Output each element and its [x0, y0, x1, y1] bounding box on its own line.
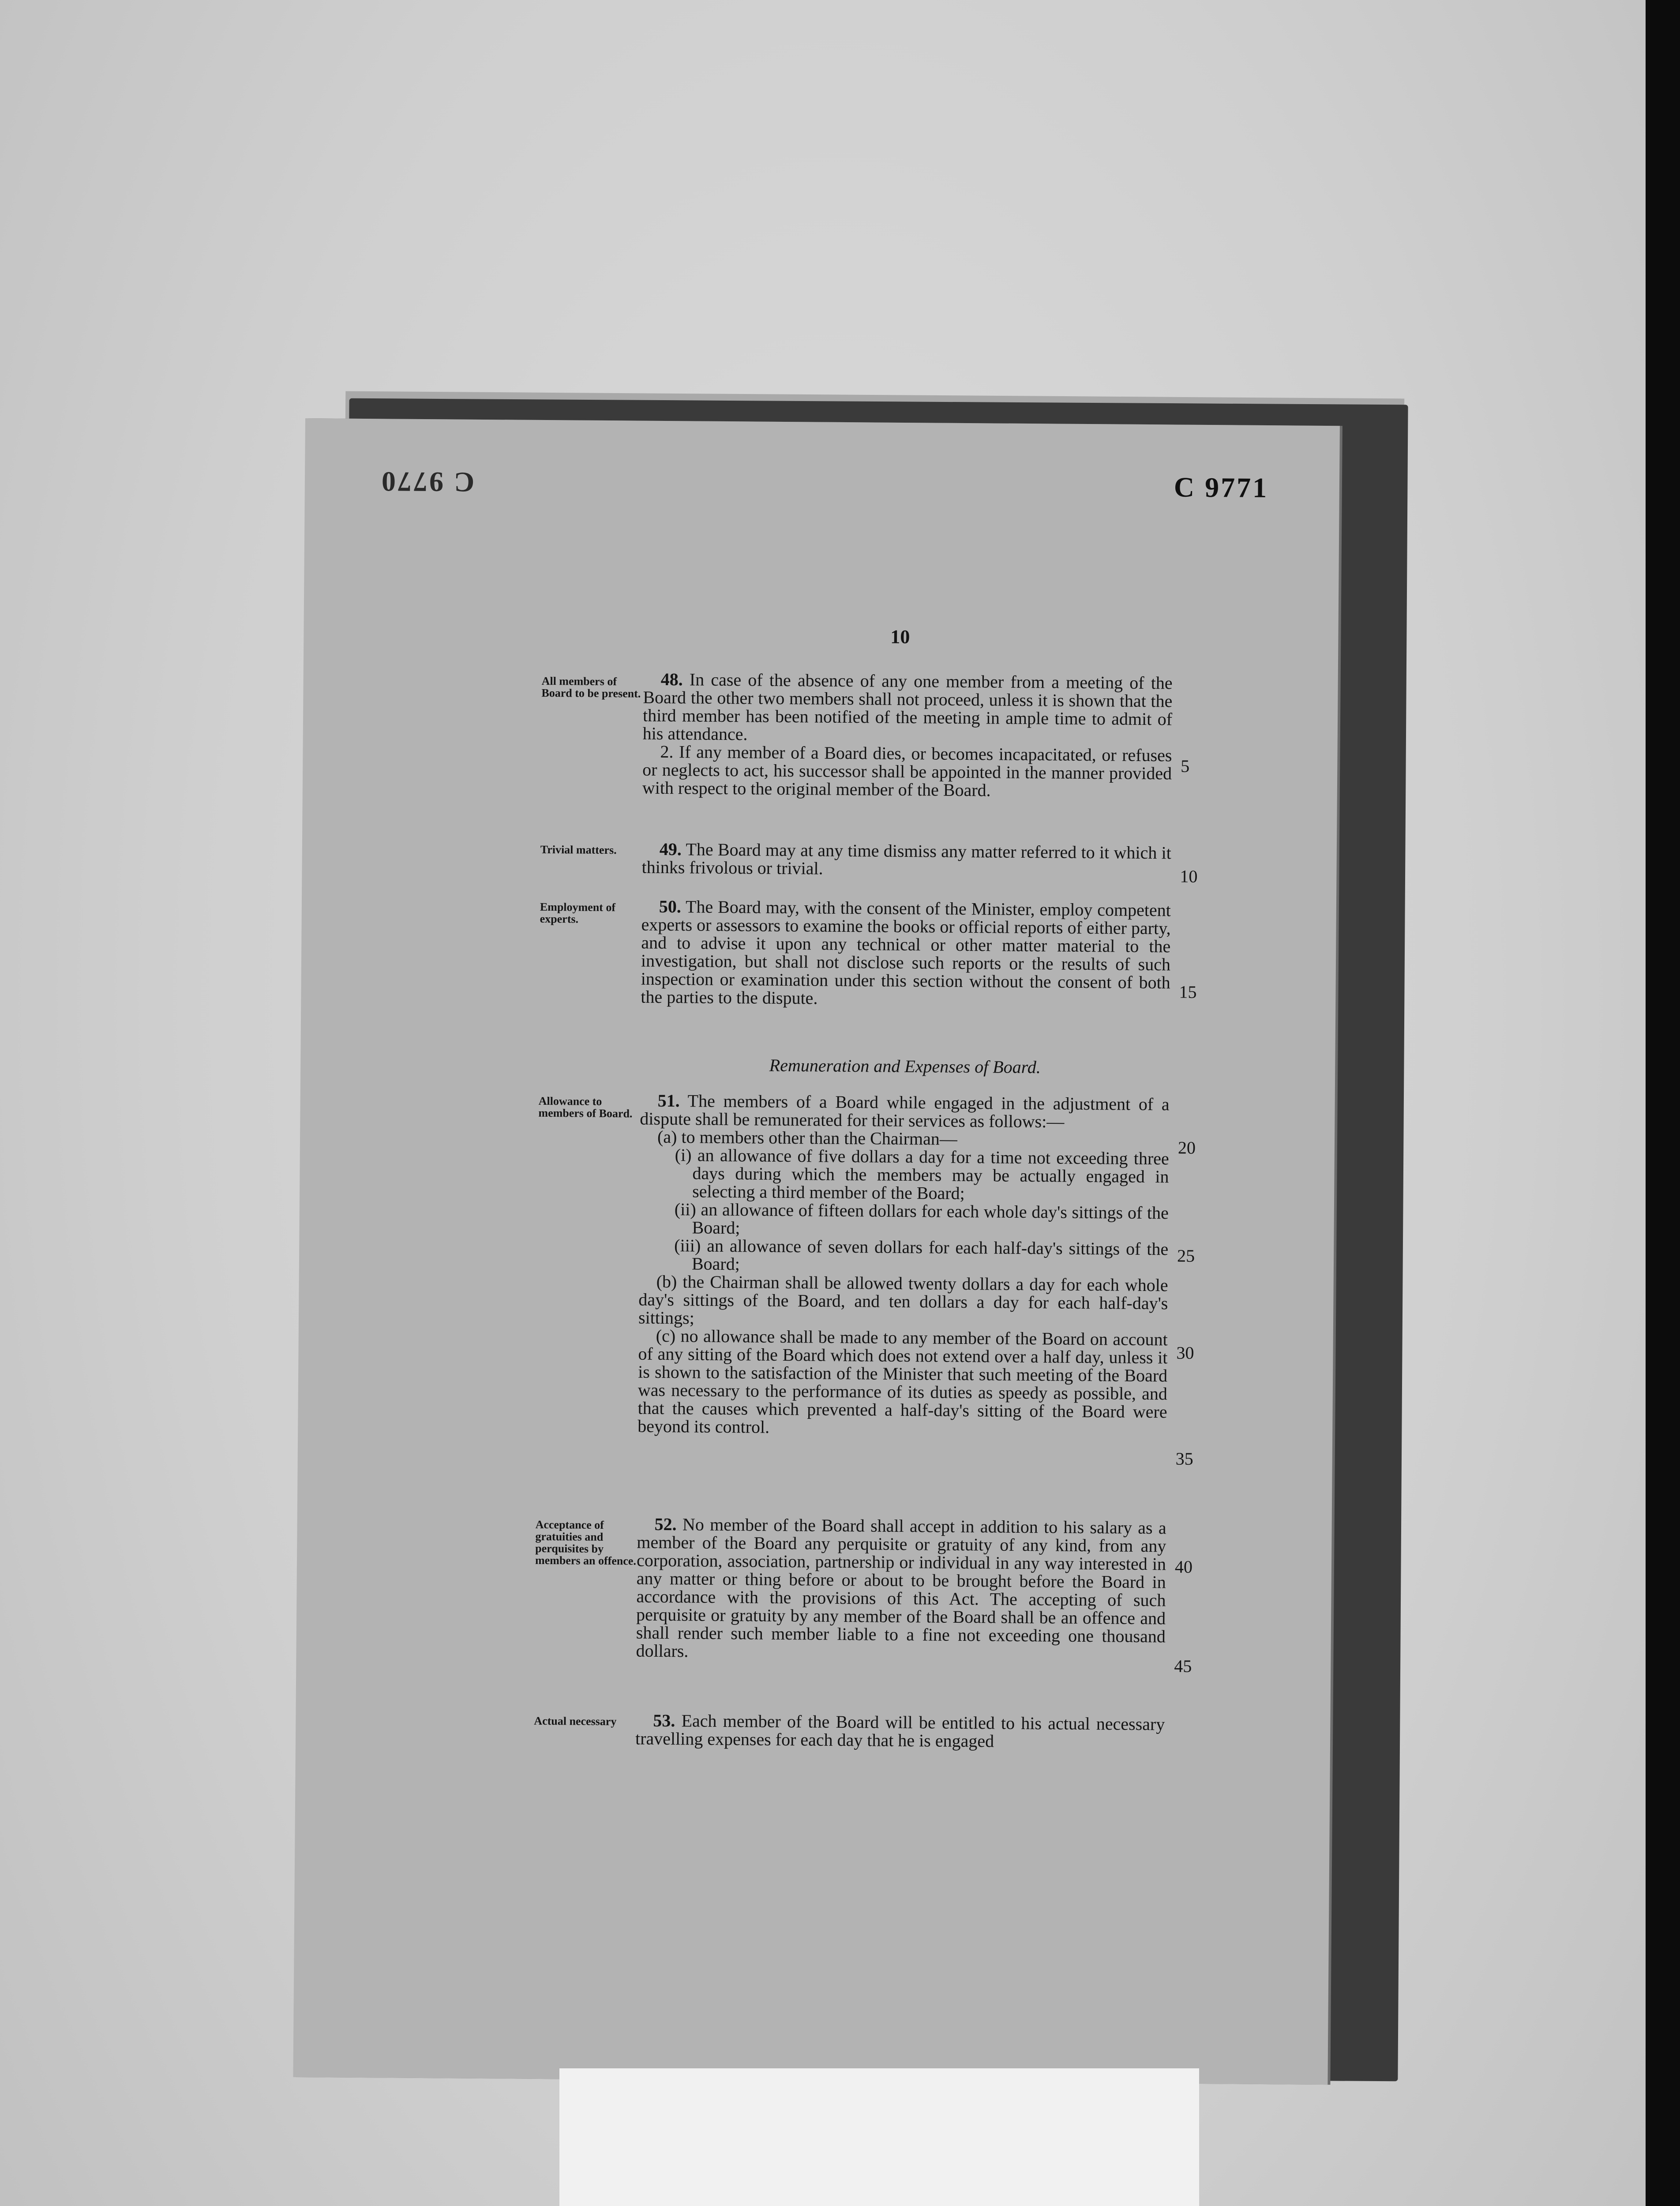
section-51	[638, 1092, 1170, 1439]
section-number-49: 49.	[659, 839, 682, 859]
section-number-48: 48.	[660, 669, 683, 690]
film-edge	[1646, 0, 1680, 2206]
document-page	[293, 418, 1339, 2085]
marginal-note-50: Employment of experts.	[540, 900, 616, 926]
reference-number: C 9771	[1174, 471, 1269, 504]
section-50-text: The Board may, with the consent of the Minister, employ competent experts or assessors to examine the books or official reports of either party, and to advise it upon any technical or other matter material to the investigation, but shall not disclose such reports or the results of such inspection or examination under this section without the consent of both the parties to the dispute.	[641, 897, 1171, 1008]
collection-label-card	[559, 2068, 1199, 2206]
section-51-item-i: (i) an allowance of five dollars a day for a time not exceeding three days during which the members may be actually engaged in selecting a third member of the Board;	[675, 1145, 1169, 1204]
line-number-40: 40	[1174, 1557, 1193, 1577]
line-number-5: 5	[1181, 756, 1190, 776]
section-51-text: The members of a Board while engaged in the adjustment of a dispute shall be remunerated for their services as follows:—	[640, 1091, 1170, 1132]
section-53	[635, 1711, 1165, 1752]
line-number-35: 35	[1175, 1448, 1193, 1469]
section-52-text: No member of the Board shall accept in addition to his salary as a member of the Board any perquisite or gratuity of any kind, from any corporation, association, partnership or individual in any way interested in any matter or thing before or about to be brought before the Board in accordance with the provisions of this Act. The accepting of such perquisite or gratuity by any member of the Board shall be an offence and shall render such member liable to a fine not exceeding one thousand dollars.	[636, 1514, 1166, 1661]
section-51-clause-a: (a) to members other than the Chairman—	[657, 1126, 958, 1149]
section-number-52: 52.	[654, 1514, 677, 1534]
section-51-clause-c: (c) no allowance shall be made to any member of the Board on account of any sitting of the Board which does not extend over a half day, unless it is shown to the satisfaction of the Minister that such meeting of the Board was necessary to the performance of its duties as speedy as possible, and that the causes which prevented a half-day's sitting of the Board were beyond its control.	[638, 1325, 1168, 1437]
section-number-50: 50.	[659, 896, 682, 917]
reference-number-mirrored: C 9770	[379, 466, 475, 498]
section-heading: Remuneration and Expenses of Board.	[769, 1055, 1041, 1077]
section-50	[641, 897, 1171, 1010]
marginal-note-53: Actual necessary	[534, 1714, 617, 1728]
section-49	[641, 840, 1171, 880]
line-number-20: 20	[1178, 1137, 1196, 1158]
line-number-30: 30	[1176, 1343, 1194, 1363]
section-53-text: Each member of the Board will be entitled to his actual necessary travelling expenses for each day that he is engaged	[635, 1711, 1165, 1751]
section-48-text: In case of the absence of any one member from a meeting of the Board the other two members shall not proceed, unless it is shown that the third member has been notified of the meeting in ample time to admit of his attendance.	[642, 669, 1173, 744]
marginal-note-52: Acceptance of gratuities and perquisites by members an offence.	[535, 1518, 637, 1568]
section-52	[636, 1515, 1166, 1664]
marginal-note-51: Allowance to members of Board.	[538, 1094, 633, 1120]
marginal-note-48: All members of Board to be present.	[541, 674, 641, 700]
section-51-clause-b: (b) the Chairman shall be allowed twenty dollars a day for each whole day's sittings of the Board, and ten dollars a day for each half-day's sittings;	[638, 1271, 1168, 1328]
section-49-text: The Board may at any time dismiss any matter referred to it which it thinks frivolous or trivial.	[641, 839, 1171, 878]
section-51-item-ii: (ii) an allowance of fifteen dollars for each whole day's sittings of the Board;	[674, 1199, 1169, 1238]
line-number-45: 45	[1174, 1656, 1192, 1676]
line-number-15: 15	[1179, 982, 1197, 1002]
line-number-10: 10	[1180, 866, 1198, 886]
marginal-note-49: Trivial matters.	[540, 843, 617, 857]
section-number-51: 51.	[657, 1090, 680, 1111]
page-number: 10	[890, 626, 910, 648]
section-48-subsection-2: 2. If any member of a Board dies, or becomes incapacitated, or refuses or neglects to act, his successor shall be appointed in the manner provided with respect to the original member of the Board.	[642, 741, 1172, 800]
section-48	[642, 670, 1173, 801]
line-number-25: 25	[1177, 1246, 1195, 1266]
section-51-item-iii: (iii) an allowance of seven dollars for each half-day's sittings of the Board;	[674, 1235, 1169, 1274]
section-number-53: 53.	[653, 1710, 675, 1731]
